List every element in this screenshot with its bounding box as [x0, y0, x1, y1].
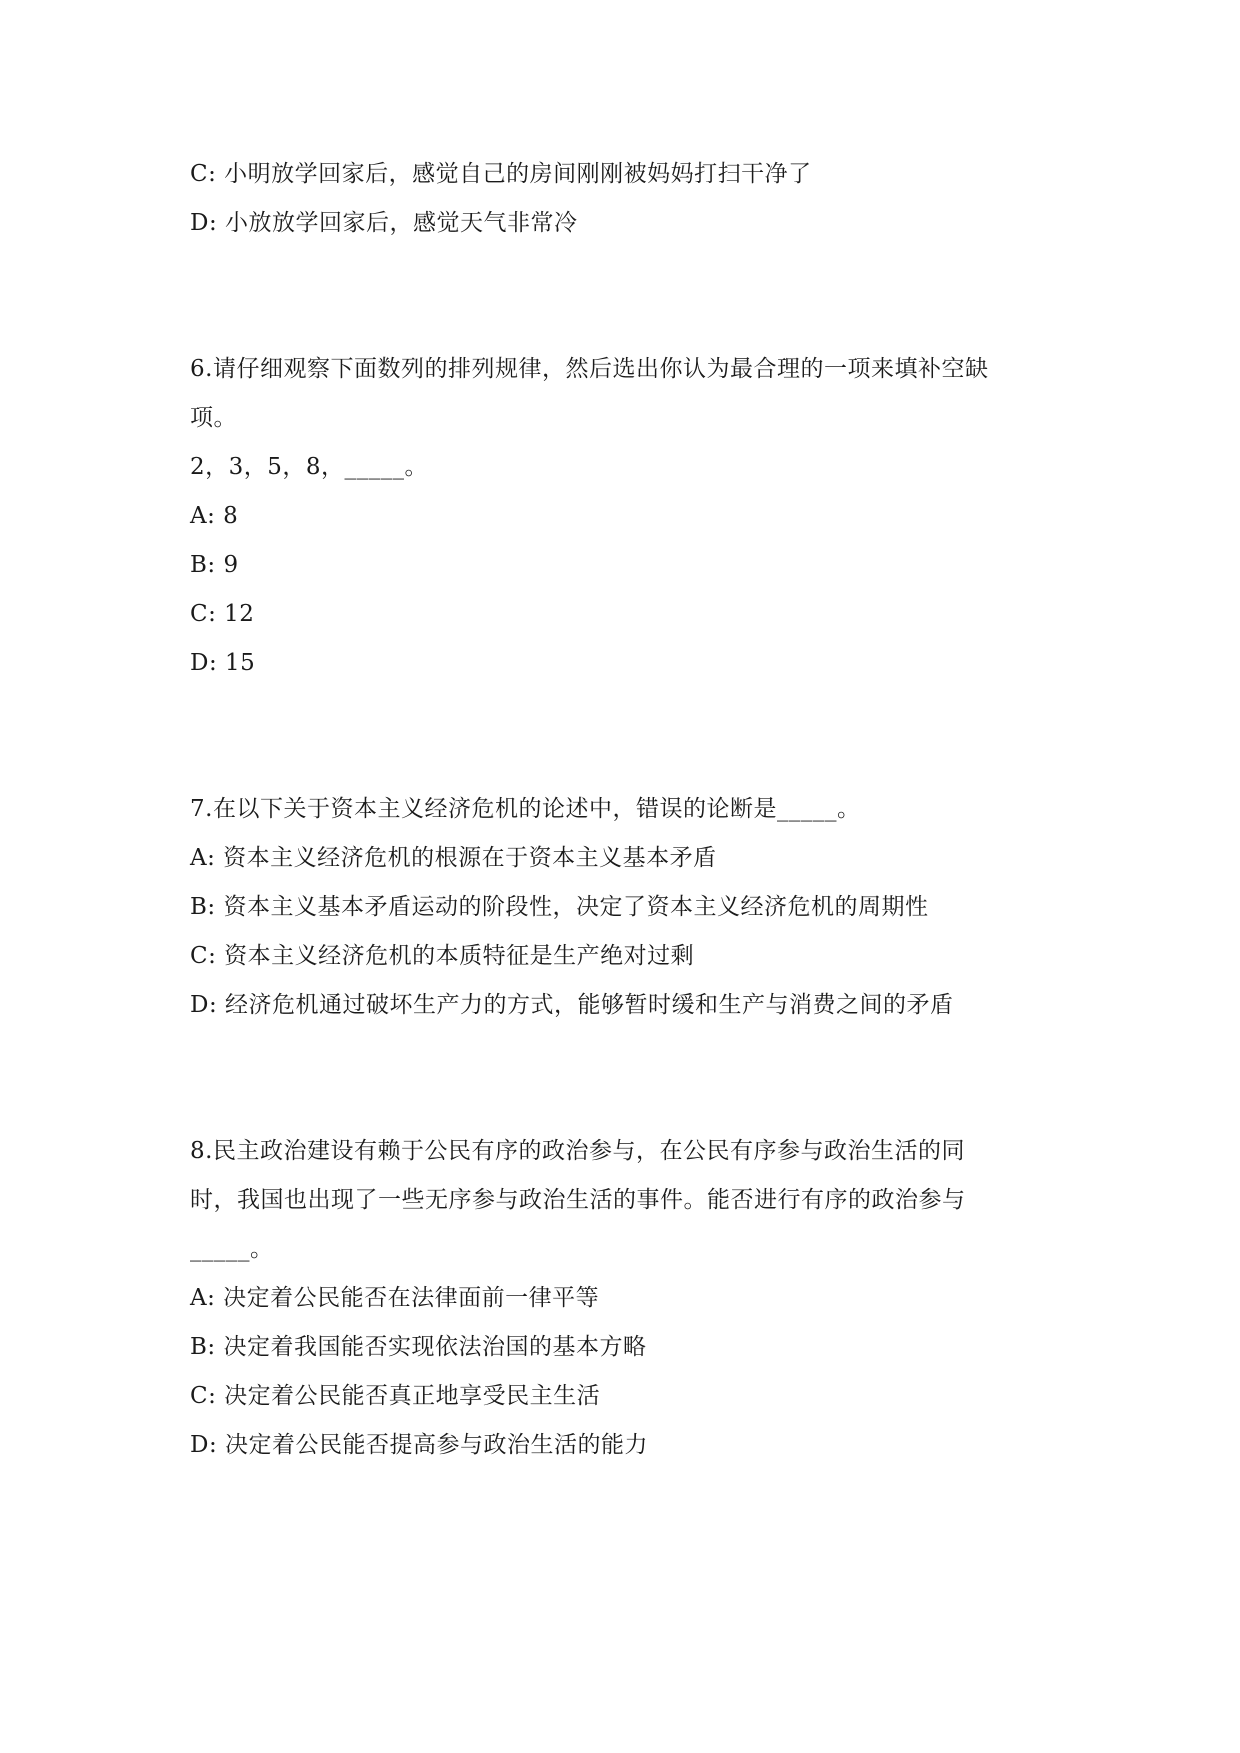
q8-stem-line3: _____。 — [190, 1236, 274, 1262]
q8-option-a: A: 决定着公民能否在法律面前一律平等 — [190, 1285, 600, 1311]
q8-option-c: C: 决定着公民能否真正地享受民主生活 — [190, 1383, 601, 1409]
q6-stem-line2: 项。 — [190, 405, 237, 431]
q5-option-c: C: 小明放学回家后，感觉自己的房间刚刚被妈妈打扫干净了 — [190, 161, 812, 187]
q6-option-a: A: 8 — [190, 503, 239, 529]
q7-option-d: D: 经济危机通过破坏生产力的方式，能够暂时缓和生产与消费之间的矛盾 — [190, 992, 954, 1018]
q6-option-d: D: 15 — [190, 650, 256, 676]
q7-option-b: B: 资本主义基本矛盾运动的阶段性，决定了资本主义经济危机的周期性 — [190, 894, 929, 920]
q7-option-a: A: 资本主义经济危机的根源在于资本主义基本矛盾 — [190, 845, 717, 871]
q5-option-d: D: 小放放学回家后，感觉天气非常冷 — [190, 210, 578, 236]
q6-sequence: 2，3，5，8，_____。 — [190, 454, 429, 480]
q8-stem-line1: 8.民主政治建设有赖于公民有序的政治参与，在公民有序参与政治生活的同 — [190, 1138, 965, 1164]
q8-stem-line2: 时，我国也出现了一些无序参与政治生活的事件。能否进行有序的政治参与 — [190, 1187, 966, 1213]
q8-option-d: D: 决定着公民能否提高参与政治生活的能力 — [190, 1432, 649, 1458]
q7-stem: 7.在以下关于资本主义经济危机的论述中，错误的论断是_____。 — [190, 796, 861, 822]
q6-option-b: B: 9 — [190, 552, 239, 578]
q6-stem-line1: 6.请仔细观察下面数列的排列规律，然后选出你认为最合理的一项来填补空缺 — [190, 356, 989, 382]
q8-option-b: B: 决定着我国能否实现依法治国的基本方略 — [190, 1334, 647, 1360]
q7-option-c: C: 资本主义经济危机的本质特征是生产绝对过剩 — [190, 943, 695, 969]
q6-option-c: C: 12 — [190, 601, 255, 627]
